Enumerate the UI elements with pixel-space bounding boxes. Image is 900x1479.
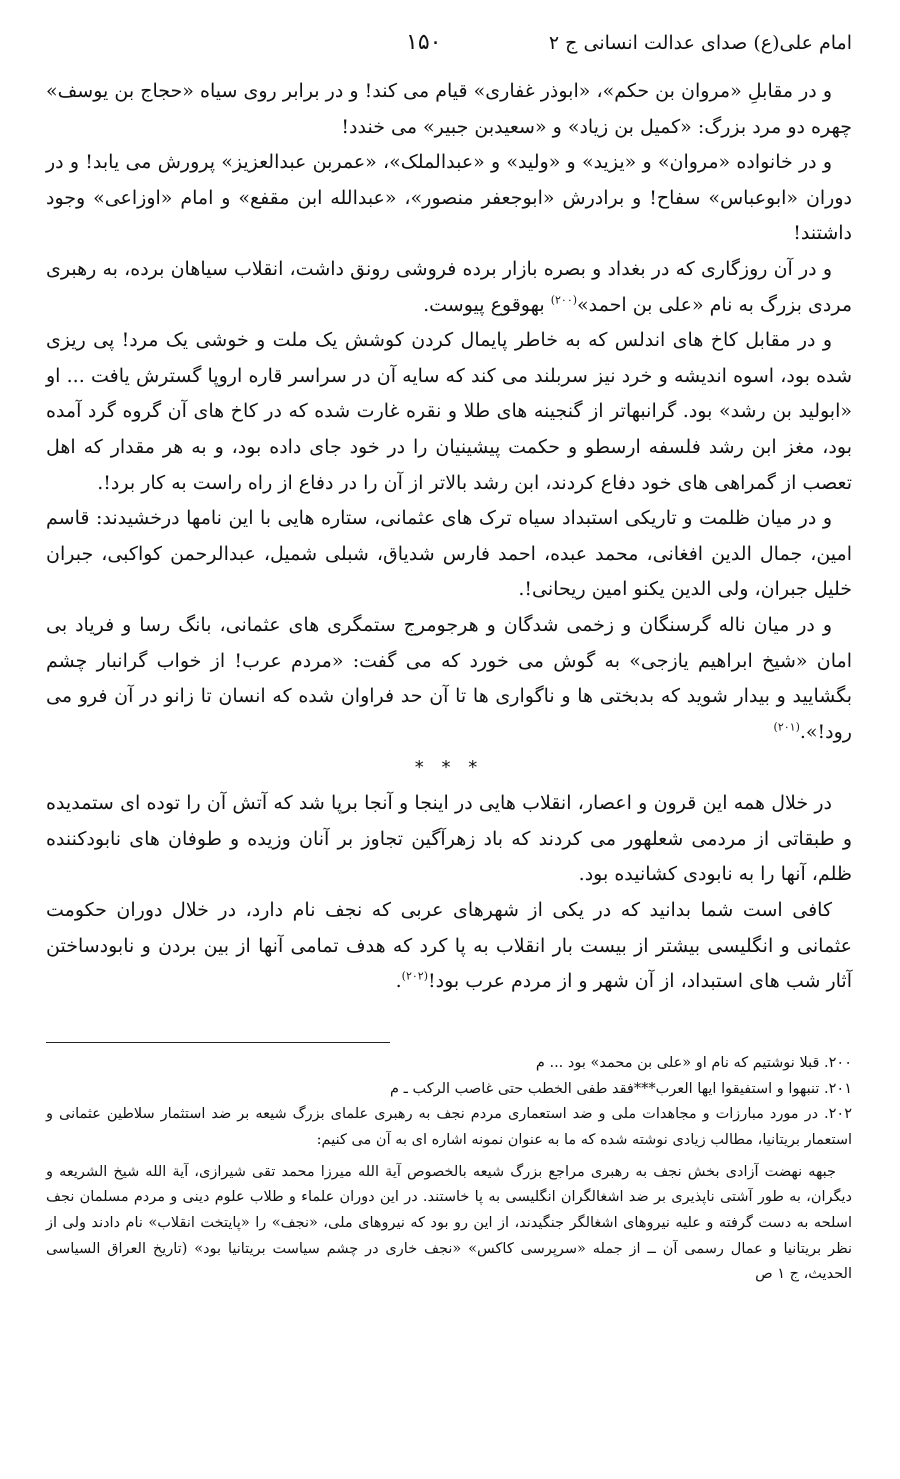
- main-text: [46, 74, 852, 1000]
- footnotes: [46, 1051, 852, 1288]
- paragraph: کافی است شما بدانید که در یکی از شهرهای عربی که نجف نام دارد، در خلال دوران حکومت عثمانی و انگلیسی بیشتر از بیست بار انقلاب به پا کرد که هدف تمامی آنها از بین بردن و نابودساختن آثار شب های استبداد، از آن شهر و از مردم عرب بود!$^{(۲۰۲)}$.: [46, 899, 852, 993]
- paragraph: و در میان ظلمت و تاریکی استبداد سیاه ترک های عثمانی، ستاره هایی با این نامها درخشیدند: قاسم امین، جمال الدین افغانی، محمد عبده، احمد فارس شدیاق، شبلی شمیل، عبدالرحمن کواکبی، جبران خلیل جبران، ولی الدین یکنو امین ریحانی!.: [46, 507, 852, 601]
- footnote-ref[interactable]: (۲۰۰): [550, 293, 578, 307]
- footnote-ref[interactable]: (۲۰۱): [773, 720, 800, 734]
- paragraph: و در آن روزگاری که در بغداد و بصره بازار برده فروشی رونق داشت، انقلاب سیاهان برده، به رهبری مردی بزرگ به نام «علی بن احمد»$^{(۲۰۰)}$ بهوقوع پیوست.: [46, 257, 852, 316]
- paragraph: و در میان ناله گرسنگان و زخمی شدگان و هرجومرج ستمگری های عثمانی، بانگ رسا و فریاد بی امان «شیخ ابراهیم یازجی» به گوش می خورد که می گفت: «مردم عرب! از خواب گرانبار چشم بگشایید و بیدار شوید که بدبختی ها و ناگواری ها تا آن حد فراوان شده که انسان تا زانو در آن فرو می رود!».$^{(۲۰۱)}$: [46, 613, 852, 743]
- running-title: امام علی(ع) صدای عدالت انسانی ج ۲: [548, 32, 852, 54]
- section-separator: * * *: [414, 757, 484, 779]
- footnote-continuation: جبهه نهضت آزادی بخش نجف به رهبری مراجع بزرگ شیعه بالخصوص آیة الله میرزا محمد تقی شیرازی، آیة الله شیخ الشریعه و دیگران، به طور آشتی ناپذیری بر ضد اشغالگران انگلیسی به پا خاستند. در این دوران علماء و طلاب علوم دینی و مردم مسلمان نجف اسلحه به دست گرفته و علیه نیروهای اشغالگر جنگیدند، از این رو بود که نیروهای ملی، «نجف» را «پایتخت انقلاب» نام دادند ولی از نظر بریتانیا و عمال رسمی آن ــ از جمله «سرپرسی کاکس» «نجف خاری در چشم سیاست بریتانیا بود» (تاریخ العراق السیاسی الحدیث، ج ۱ ص: [46, 1163, 852, 1283]
- paragraph: و در مقابلِ «مروان بن حکم»، «ابوذر غفاری» قیام می کند! و در برابر روی سیاه «حجاج بن یوسف» چهره دو مرد بزرگ: «کمیل بن زیاد» و «سعیدبن جبیر» می خندد!: [46, 80, 852, 138]
- page-number: ۱۵۰: [406, 30, 442, 55]
- paragraph: در خلال همه این قرون و اعصار، انقلاب هایی در اینجا و آنجا برپا شد که آتش آن را توده ای ستمدیده و طبقاتی از مردمی شعلهور می کردند که باد زهرآگین تجاوز بر آنان وزیده و طوفان های نابودکننده ظلم، آنها را به نابودی کشانیده بود.: [46, 792, 852, 886]
- footnote: ۲۰۱. تنبهوا و استفیقوا ایها العرب***فقد طفی الخطب حتی غاصب الرکب ـ م: [390, 1080, 852, 1097]
- paragraph: و در خانواده «مروان» و «یزید» و «ولید» و «عبدالملک»، «عمربن عبدالعزیز» پرورش می یابد! و در دوران «ابوعباس» سفاح! و برادرش «ابوجعفر منصور»، «عبدالله ابن مقفع» و امام «اوزاعی» وجود داشتند!: [46, 151, 852, 245]
- paragraph: و در مقابل کاخ های اندلس که به خاطر پایمال کردن کوشش یک ملت و خوشی یک مرد! پی ریزی شده بود، اسوه اندیشه و خرد نیز سربلند می کند که سایه آن در سراسر قاره اروپا گسترش یافت ... او «ابولید بن رشد» بود. گرانبهاتر از گنجینه های طلا و نقره غارت شده که در کاخ های آن گروه گرد آمده بود، مغز ابن رشد فلسفه ارسطو و حکمت پیشینیان را در خود جای داده بود، و به هر مقدار که اهل تعصب از گمراهی های خود دفاع کردند، ابن رشد بالاتر از آن را در دفاع از راه راست به کار برد!.: [46, 329, 852, 494]
- footnote-divider: [46, 1042, 390, 1043]
- footnote: ۲۰۲. در مورد مبارزات و مجاهدات ملی و ضد استعماری مردم نجف به رهبری علمای بزرگ شیعه بر ضد استثمار سلاطین عثمانی و استعمار بریتانیا، مطالب زیادی نوشته شده که ما به عنوان نمونه اشاره ای به آن می کنیم:: [46, 1106, 852, 1148]
- page-header: [46, 30, 852, 74]
- footnote-ref[interactable]: (۲۰۲): [401, 969, 428, 983]
- footnote: ۲۰۰. قبلا نوشتیم که نام او «علی بن محمد» بود ... م: [535, 1054, 852, 1071]
